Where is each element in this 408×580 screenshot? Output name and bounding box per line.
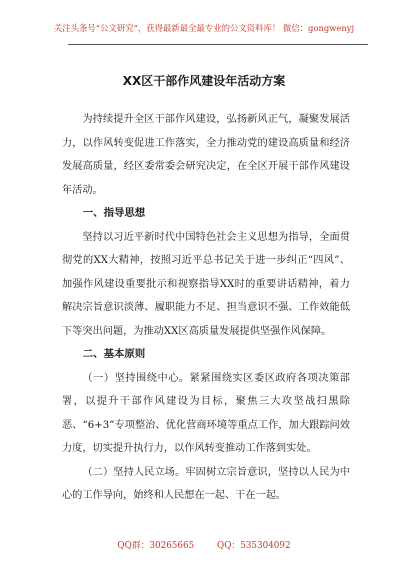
guiding-ideology-paragraph: 坚持以习近平新时代中国特色社会主义思想为指导，全面贯彻党的XX大精神，按照习近平总书记关于进一步纠正“四风”、加强作风建设重要批示和视察指导XX时的重要讲话精神，着力解决宗旨意识淡薄、履职能力不足、担当意识不强、工作效能低下等突出问题，为推动XX区高质量发展提供坚强作风保障。 — [62, 231, 350, 337]
section-heading-guiding-ideology: 一、指导思想 — [82, 207, 146, 219]
section-heading-basic-principles: 二、基本原则 — [82, 348, 146, 360]
intro-paragraph: 为持续提升全区干部作风建设，弘扬新风正气，凝聚发展活力，以作风转变促进工作落实，全力推动党的建设高质量和经济发展高质量，经区委常委会研究决定，在全区开展干部作风建设年活动。 — [62, 114, 350, 196]
document-title: XX区干部作风建设年活动方案 — [122, 74, 286, 88]
footer-qq-group: QQ群：30265665 — [117, 541, 195, 551]
principle-paragraph-1: （一）坚持围绕中心。紧紧围绕实区委区政府各项决策部署，以提升干部作风建设为目标，聚焦三大攻坚战扫黑除恶、“6+3”专项整治、优化营商环境等重点工作，加大跟踪问效力度，切实提升执行力，以作风转变推动工作落到实处。 — [62, 372, 350, 454]
principle-paragraph-2: （二）坚持人民立场。牢固树立宗旨意识，坚持以人民为中心的工作导向，始终和人民想在一起、干在一起。 — [62, 466, 350, 501]
header-promo-note: 关注头条号“公文研究”，获得最新最全最专业的公文资料库！ 微信：gongwenyj — [53, 23, 355, 33]
document-body — [62, 108, 350, 508]
footer-contact — [0, 538, 408, 551]
header-divider — [68, 44, 368, 45]
footer-qq: QQ：535304092 — [217, 541, 291, 551]
